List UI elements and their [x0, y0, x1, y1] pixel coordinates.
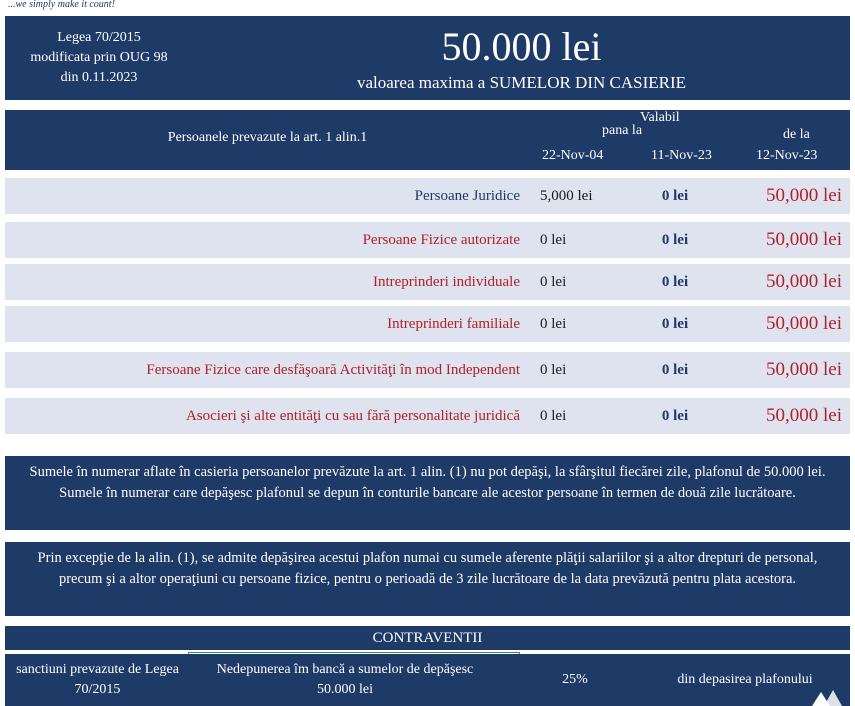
exception-paragraph: Prin excepţie de la alin. (1), se admite depăşirea acestui plafon numai cu sumele aferente plăţii salariilor şi a altor drepturi de personal, precum şi a altor operaţiuni cu persoane fizice, pentru o perioadă de 3 zile lucrătoare de la data prevăzută pentru plata acestora. [5, 542, 850, 616]
row-value-2004: 0 lei [540, 274, 567, 290]
row-value-2023b: 50,000 lei [766, 359, 842, 380]
header-banner [5, 16, 850, 100]
penalty-basis: din depasirea plafonului [677, 672, 813, 687]
row-value-2023a: 0 lei [661, 316, 689, 332]
law-line: din 0.11.2023 [60, 70, 138, 85]
row-label: Fersoane Fizice care desfăşoară Activităţi în mod Independent [146, 362, 520, 378]
header-subtitle: valoarea maxima a SUMELOR DIN CASIERIE [356, 73, 687, 92]
row-label: Persoane Juridice [414, 188, 520, 204]
row-value-2023b: 50,000 lei [766, 313, 842, 334]
law-line: modificata prin OUG 98 [30, 50, 168, 65]
table-row [5, 352, 850, 388]
table-row [5, 306, 850, 342]
column-header-pana-la: pana la [602, 123, 643, 138]
sanction-reference: sanctiuni prevazute de Legea 70/2015 [16, 662, 179, 697]
row-value-2023a: 0 lei [661, 232, 689, 248]
row-value-2004: 5,000 lei [540, 188, 593, 204]
row-value-2004: 0 lei [540, 316, 567, 332]
row-label: Intreprinderi familiale [387, 316, 520, 332]
row-value-2023a: 0 lei [661, 408, 689, 424]
row-value-2023b: 50,000 lei [766, 271, 842, 292]
table-row [5, 178, 850, 214]
row-value-2004: 0 lei [540, 232, 567, 248]
law-reference [5, 28, 193, 88]
column-header-persons: Persoanele prevazute la art. 1 alin.1 [167, 130, 368, 145]
table-row [5, 264, 850, 300]
row-value-2023b: 50,000 lei [766, 185, 842, 206]
row-value-2023b: 50,000 lei [766, 405, 842, 426]
table-row [5, 398, 850, 434]
violation-description: Nedepunerea îm bancă a sumelor de depăşesc 50.000 lei [216, 662, 474, 697]
contraventii-row [5, 654, 850, 706]
company-logo-icon [812, 688, 846, 706]
row-label: Asocieri şi alte entităţi cu sau fără personalitate juridică [185, 408, 520, 424]
table-header [5, 110, 850, 170]
column-header-date: 12-Nov-23 [756, 148, 818, 163]
row-label: Persoane Fizice autorizate [362, 232, 520, 248]
tagline: ...we simply make it count! [8, 0, 115, 10]
contraventii-title: CONTRAVENTII [5, 626, 850, 650]
column-header-de-la: de la [783, 127, 810, 142]
rule-paragraph: Sumele în numerar aflate în casieria persoanelor prevăzute la art. 1 alin. (1) nu pot depăşi, la sfârşitul fiecărei zile, plafonul de 50.000 lei. Sumele în numerar care depăşesc plafonul se depun în conturile bancare ale acestor persoane în termen de două zile lucrătoare. [5, 456, 850, 530]
max-amount: 50.000 lei [441, 24, 602, 69]
row-value-2004: 0 lei [540, 408, 567, 424]
column-header-valabil: Valabil [640, 110, 680, 125]
row-value-2023a: 0 lei [661, 362, 689, 378]
row-value-2004: 0 lei [540, 362, 567, 378]
row-value-2023a: 0 lei [661, 274, 689, 290]
row-label: Intreprinderi individuale [372, 274, 520, 290]
law-line: Legea 70/2015 [57, 30, 141, 45]
column-header-date: 11-Nov-23 [651, 148, 712, 163]
row-value-2023b: 50,000 lei [766, 229, 842, 250]
column-header-date: 22-Nov-04 [542, 148, 604, 163]
penalty-percent: 25% [562, 672, 588, 687]
table-row [5, 222, 850, 258]
row-value-2023a: 0 lei [661, 188, 689, 204]
